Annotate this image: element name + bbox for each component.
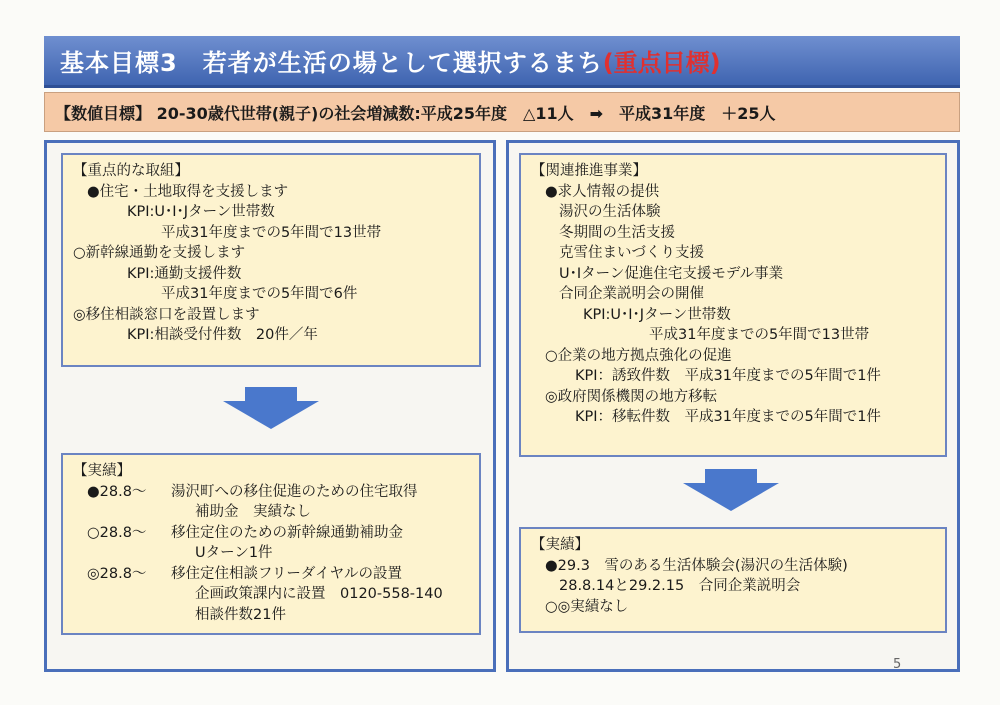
result-detail: 相談件数21件 [195, 606, 286, 623]
results-heading: 【実績】 [73, 463, 131, 479]
kpi-detail: 平成31年度までの5年間で13世帯 [161, 224, 382, 241]
kpi-line: KPI:相談受付件数 20件／年 [127, 327, 318, 343]
result-item [73, 482, 469, 503]
left-panel [44, 140, 496, 672]
result-item: ●29.3 雪のある生活体験会(湯沢の生活体験) [545, 557, 848, 574]
down-arrow-stem [705, 469, 757, 483]
down-arrow-icon [683, 483, 779, 511]
initiatives-box [61, 153, 481, 367]
right-panel [506, 140, 960, 672]
page-title: 基本目標3 若者が生活の場として選択するまち [60, 49, 603, 77]
kpi-detail: 平成31年度までの5年間で6件 [161, 286, 358, 302]
initiative-item: ●住宅・土地取得を支援します [87, 183, 289, 200]
project-item: ○企業の地方拠点強化の促進 [545, 347, 732, 364]
result-text: 移住定住相談フリーダイヤルの設置 [171, 565, 402, 582]
kpi-line: KPI:通勤支援件数 [127, 265, 242, 282]
result-text: 移住定住のための新幹線通勤補助金 [171, 524, 403, 541]
page-number: 5 [893, 657, 902, 672]
title-bar [44, 36, 960, 88]
kpi-line: KPI:U･I･Jターン世帯数 [127, 204, 275, 220]
kpi-detail: 平成31年度までの5年間で13世帯 [649, 327, 870, 343]
result-item: ○◎実績なし [545, 598, 629, 615]
result-detail: Uターン1件 [195, 545, 273, 561]
project-item: ●求人情報の提供 [545, 183, 660, 200]
down-arrow-stem [245, 387, 297, 401]
result-item [73, 523, 469, 544]
initiative-item: ○新幹線通勤を支援します [73, 245, 246, 261]
result-item [73, 564, 469, 585]
down-arrow-icon [223, 401, 319, 429]
result-detail: 補助金 実績なし [195, 504, 311, 520]
result-text: 湯沢町への移住促進のための住宅取得 [171, 483, 418, 500]
results-box-right [519, 527, 947, 633]
kpi-line: KPI：移転件数 平成31年度までの5年間で1件 [575, 409, 881, 425]
result-detail: 28.8.14と29.2.15 合同企業説明会 [559, 578, 801, 594]
kpi-line: KPI:U･I･Jターン世帯数 [583, 306, 731, 323]
project-item: ◎政府関係機関の地方移転 [545, 388, 718, 405]
project-item: 冬期間の生活支援 [559, 224, 675, 241]
project-item: U･Iターン促進住宅支援モデル事業 [559, 265, 784, 282]
projects-heading: 【関連推進事業】 [531, 163, 647, 179]
result-date: ●28.8～ [87, 483, 147, 500]
results-heading: 【実績】 [531, 537, 589, 553]
kpi-line: KPI：誘致件数 平成31年度までの5年間で1件 [575, 368, 881, 384]
project-item: 湯沢の生活体験 [559, 204, 661, 220]
project-item: 合同企業説明会の開催 [559, 286, 704, 302]
initiatives-heading: 【重点的な取組】 [73, 163, 189, 179]
result-date: ◎28.8～ [87, 565, 147, 582]
numeric-goal-bar: 【数値目標】 20-30歳代世帯(親子)の社会増減数:平成25年度 △11人 ➡ 平成31年度 ＋25人 [44, 92, 960, 132]
results-box-left [61, 453, 481, 635]
related-projects-box [519, 153, 947, 457]
result-date: ○28.8～ [87, 524, 147, 541]
page-title-priority: (重点目標) [602, 49, 721, 77]
result-detail: 企画政策課内に設置 0120-558-140 [195, 586, 443, 602]
project-item: 克雪住まいづくり支援 [559, 245, 704, 261]
initiative-item: ◎移住相談窓口を設置します [73, 306, 260, 323]
